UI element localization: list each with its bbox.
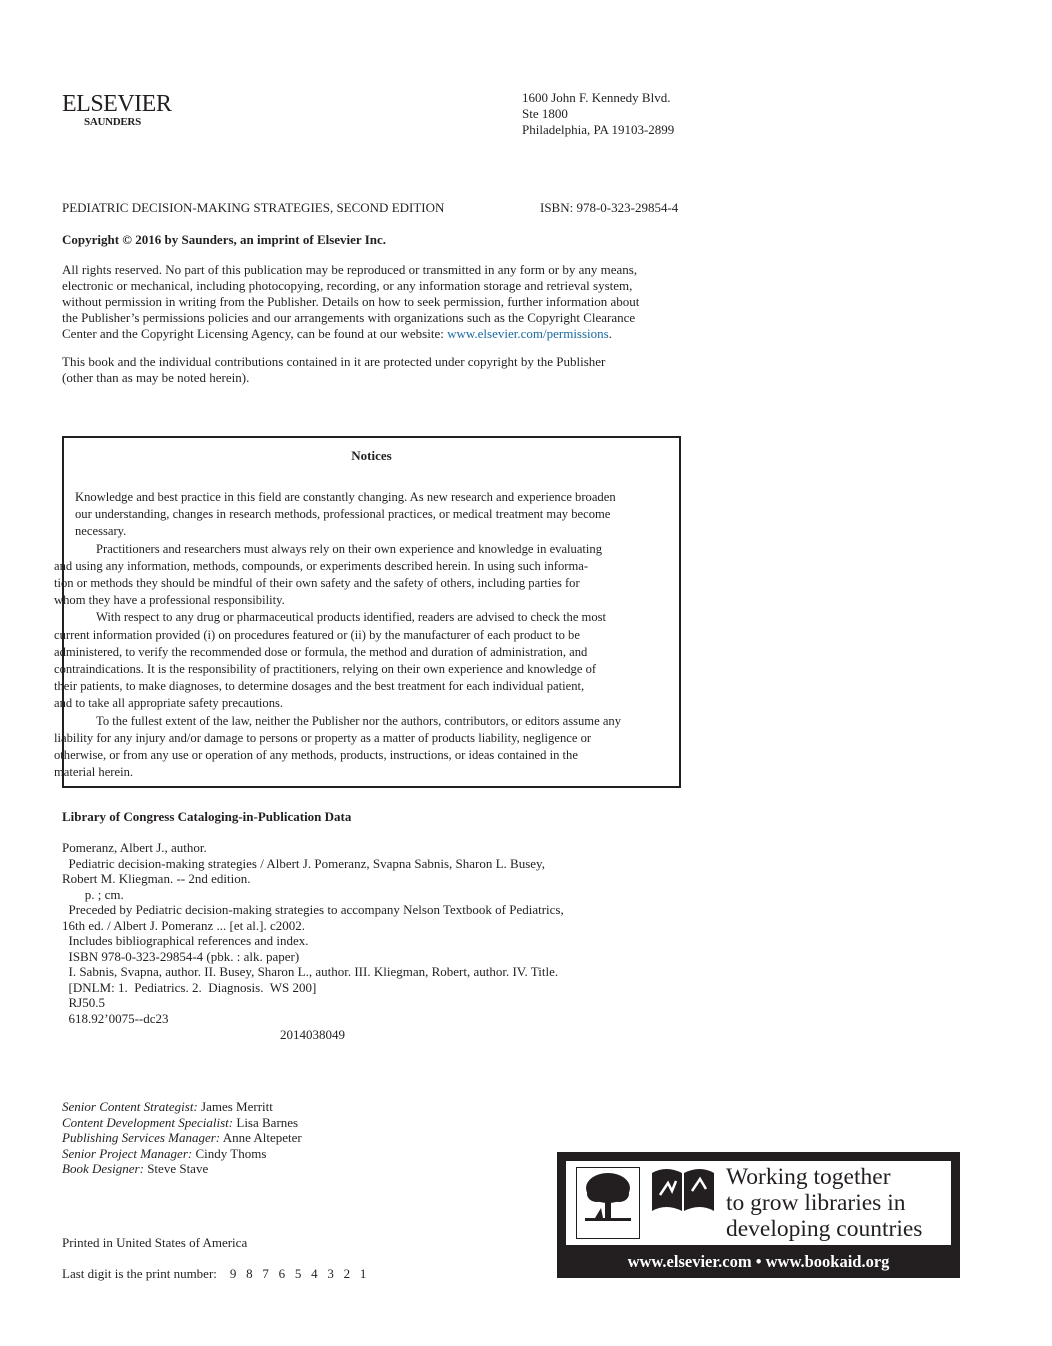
notices-title: Notices <box>351 448 392 463</box>
protection-line: (other than as may be noted herein). <box>62 370 250 385</box>
elsevier-emblem-label: ELSEVIER <box>585 1226 631 1236</box>
print-numbers: 9 8 7 6 5 4 3 2 1 <box>229 1266 367 1281</box>
notice-line: otherwise, or from any use or operation of any methods, products, instructions, or ideas contained in the <box>54 748 578 763</box>
credit-line <box>62 1115 522 1131</box>
credit-role: Content Development Specialist: <box>62 1114 234 1130</box>
notice-line: their patients, to make diagnoses, to determine dosages and the best treatment for each individual patient, <box>54 679 585 694</box>
notice-line: liability for any injury and/or damage to persons or property as a matter of products liability, negligence or <box>54 730 592 745</box>
cip-line: Pomeranz, Albert J., author. <box>62 840 207 855</box>
cip-line: RJ50.5 <box>62 995 105 1010</box>
bookaid-main-text: Book Aid <box>648 1214 707 1230</box>
bookaid-logo <box>648 1165 720 1243</box>
rights-line: electronic or mechanical, including photocopying, recording, or any information storage and retrieval system, <box>62 278 633 293</box>
ad-headline <box>726 1164 948 1242</box>
ad-headline-line: developing countries <box>726 1216 923 1242</box>
cip-line: Pediatric decision-making strategies / Albert J. Pomeranz, Svapna Sabnis, Sharon L. Busey, <box>62 855 545 871</box>
print-number-label: Last digit is the print number: <box>62 1266 217 1281</box>
cip-line: ISBN 978-0-323-29854-4 (pbk. : alk. paper) <box>62 948 300 964</box>
bookaid-ad <box>557 1152 960 1278</box>
cip-line: Preceded by Pediatric decision-making strategies to accompany Nelson Textbook of Pediatrics, <box>62 902 564 917</box>
lccn-number: 2014038049 <box>280 1027 345 1042</box>
cip-line: Robert M. Kliegman. -- 2nd edition. <box>62 871 251 886</box>
credit-name: Lisa Barnes <box>236 1114 299 1130</box>
notice-line: Practitioners and researchers must always rely on their own experience and knowledge in evaluating <box>96 541 603 556</box>
ad-inner-panel <box>566 1161 951 1245</box>
ad-headline-line: to grow libraries in <box>726 1190 906 1216</box>
credit-role: Publishing Services Manager: <box>62 1130 221 1145</box>
notice-line: administered, to verify the recommended dose or formula, the method and duration of administration, and <box>54 644 588 659</box>
bookaid-sub-text: International <box>648 1229 701 1240</box>
notice-line: and to take all appropriate safety precautions. <box>54 696 284 711</box>
cip-line: I. Sabnis, Svapna, author. II. Busey, Sharon L., author. III. Kliegman, Robert, author. IV. Title. <box>62 964 559 979</box>
credit-name: Cindy Thoms <box>195 1145 267 1161</box>
rights-line: without permission in writing from the Publisher. Details on how to seek permission, further information about <box>62 294 640 309</box>
rights-line: All rights reserved. No part of this publication may be reproduced or transmitted in any form or by any means, <box>62 262 638 277</box>
printed-in: Printed in United States of America <box>62 1235 248 1250</box>
address-line: Ste 1800 <box>522 106 568 121</box>
notice-line: our understanding, changes in research methods, professional practices, or medical treatment may become <box>75 507 611 522</box>
notice-line: contraindications. It is the responsibility of practitioners, relying on their own experience and knowledge of <box>54 662 597 677</box>
notices-body <box>54 489 675 781</box>
logo-sub-text: SAUNDERS <box>84 116 141 128</box>
isbn: ISBN: 978-0-323-29854-4 <box>540 200 679 215</box>
book-title: PEDIATRIC DECISION-MAKING STRATEGIES, SECOND EDITION <box>62 200 445 215</box>
print-number-line <box>62 1266 366 1282</box>
logo-main-text: ELSEVIER <box>62 91 172 117</box>
credit-name: James Merritt <box>201 1099 273 1114</box>
credit-role: Book Designer: <box>62 1161 144 1176</box>
credit-name: Steve Stave <box>147 1161 209 1176</box>
protection-statement <box>62 354 702 386</box>
copyright-line: Copyright © 2016 by Saunders, an imprint of Elsevier Inc. <box>62 232 387 247</box>
protection-line: This book and the individual contributions contained in it are protected under copyright by the Publisher <box>62 354 606 369</box>
notice-paragraph <box>54 609 675 712</box>
cip-line: 16th ed. / Albert J. Pomeranz ... [et al.]. c2002. <box>62 917 305 933</box>
address-line: 1600 John F. Kennedy Blvd. <box>522 90 671 105</box>
credit-line <box>62 1130 522 1146</box>
cip-line: [DNLM: 1. Pediatrics. 2. Diagnosis. WS 200] <box>62 979 317 995</box>
notice-line: With respect to any drug or pharmaceutical products identified, readers are advised to check the most <box>96 610 607 625</box>
credit-line <box>62 1161 522 1177</box>
credit-name: Anne Altepeter <box>222 1130 302 1145</box>
notice-line: Knowledge and best practice in this field are constantly changing. As new research and experience broaden <box>75 490 616 504</box>
credits-block <box>62 1099 522 1177</box>
notice-line: To the fullest extent of the law, neither the Publisher nor the authors, contributors, or editors assume any <box>96 713 622 728</box>
ad-headline-line: Working together <box>726 1164 891 1190</box>
open-book-icon <box>648 1165 718 1213</box>
credit-line <box>62 1099 522 1115</box>
notice-line: tion or methods they should be mindful of their own safety and the safety of others, including parties for <box>54 576 580 591</box>
elsevier-emblem <box>576 1167 640 1239</box>
notice-line: necessary. <box>75 524 127 539</box>
notice-paragraph <box>54 713 675 782</box>
notices-box <box>54 436 681 788</box>
permissions-link[interactable]: www.elsevier.com/permissions <box>447 326 609 341</box>
rights-line: the Publisher’s permissions policies and our arrangements with organizations such as the Copyright Clearance <box>62 310 636 325</box>
ad-footer-urls: www.elsevier.com • www.bookaid.org <box>627 1252 890 1271</box>
tree-icon <box>577 1170 639 1224</box>
notice-paragraph <box>54 541 675 610</box>
notice-line: whom they have a professional responsibility. <box>54 593 285 608</box>
publisher-logo <box>62 92 192 128</box>
address-line: Philadelphia, PA 19103-2899 <box>522 122 675 137</box>
credit-role: Senior Project Manager: <box>62 1145 193 1161</box>
cip-line: Includes bibliographical references and index. <box>62 933 309 948</box>
rights-last-suffix: . <box>608 326 612 341</box>
credit-line <box>62 1146 522 1162</box>
notice-paragraph <box>75 489 675 541</box>
notice-line: and using any information, methods, compounds, or experiments described herein. In using such informa- <box>54 558 589 573</box>
cip-line: p. ; cm. <box>62 886 124 902</box>
rights-line-last <box>62 326 702 342</box>
credit-role: Senior Content Strategist: <box>62 1099 198 1114</box>
rights-statement <box>62 262 702 342</box>
notice-line: material herein. <box>54 765 134 780</box>
rights-last-prefix: Center and the Copyright Licensing Agency, can be found at our website: <box>62 326 448 341</box>
publisher-address <box>522 90 722 138</box>
notice-line: current information provided (i) on procedures featured or (ii) by the manufacturer of each product to be <box>54 627 580 642</box>
cip-heading: Library of Congress Cataloging-in-Publication Data <box>62 809 352 824</box>
cip-block <box>62 840 662 1026</box>
cip-line: 618.92’0075--dc23 <box>62 1010 169 1026</box>
